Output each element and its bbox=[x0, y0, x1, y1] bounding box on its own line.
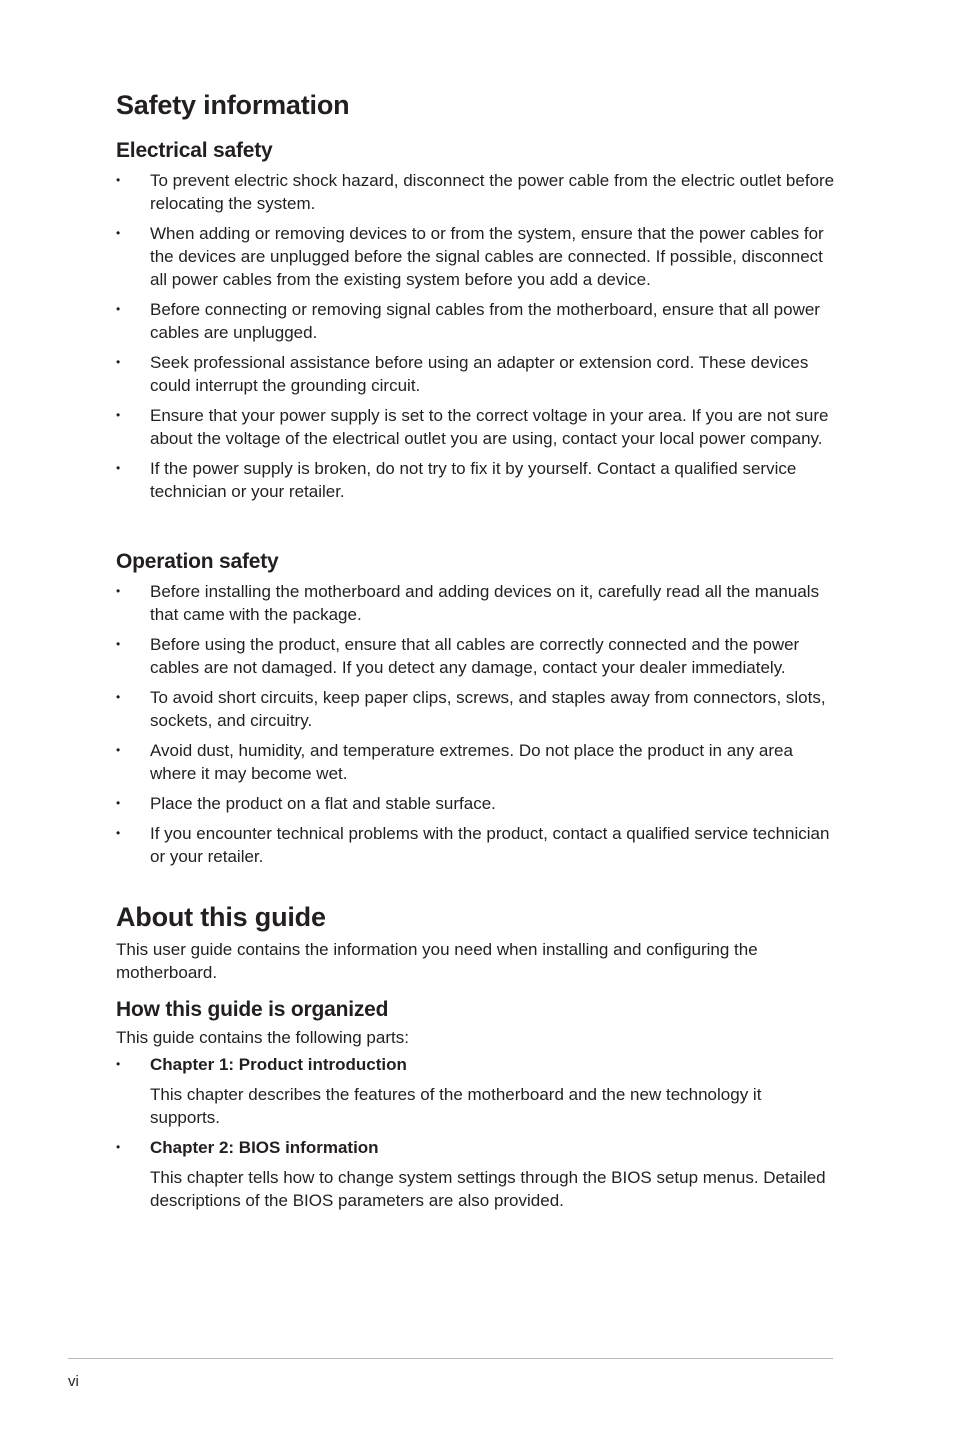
list-item-text: Before installing the motherboard and adding devices on it, carefully read all the manuals that came with the package. bbox=[150, 582, 820, 624]
chapter-description: This chapter describes the features of the motherboard and the new technology it supports. bbox=[150, 1085, 762, 1127]
chapter-item bbox=[116, 1136, 836, 1212]
list-item bbox=[116, 686, 836, 732]
safety-information-heading: Safety information bbox=[116, 90, 350, 120]
list-item-text: To avoid short circuits, keep paper clips, screws, and staples away from connectors, slots, sockets, and circuitry. bbox=[150, 688, 826, 730]
list-item-text: Avoid dust, humidity, and temperature extremes. Do not place the product in any area where it may become wet. bbox=[150, 741, 793, 783]
list-item bbox=[116, 298, 836, 344]
list-item bbox=[116, 739, 836, 785]
about-this-guide-heading: About this guide bbox=[116, 902, 326, 932]
parts-intro-paragraph: This guide contains the following parts: bbox=[116, 1028, 409, 1047]
bullet-glyph: • bbox=[116, 584, 121, 598]
list-item-text: To prevent electric shock hazard, disconnect the power cable from the electric outlet before relocating the system. bbox=[150, 171, 835, 213]
chapter-title: Chapter 1: Product introduction bbox=[150, 1055, 407, 1074]
bullet-glyph: • bbox=[116, 302, 121, 316]
bullet-glyph: • bbox=[116, 461, 121, 475]
bullet-glyph: • bbox=[116, 826, 121, 840]
about-intro-paragraph: This user guide contains the information you need when installing and configuring the motherboard. bbox=[116, 940, 758, 982]
list-item-text: When adding or removing devices to or from the system, ensure that the power cables for the devices are unplugged before the signal cables are connected. If possible, disconnect all power cables from the existing system before you add a device. bbox=[150, 224, 824, 289]
list-item bbox=[116, 633, 836, 679]
operation-safety-heading: Operation safety bbox=[116, 550, 279, 573]
list-item-text: Before using the product, ensure that all cables are correctly connected and the power cables are not damaged. If you detect any damage, contact your dealer immediately. bbox=[150, 635, 800, 677]
list-item bbox=[116, 404, 836, 450]
bullet-glyph: • bbox=[116, 173, 121, 187]
list-item-text: Place the product on a flat and stable surface. bbox=[150, 794, 496, 813]
list-item bbox=[116, 792, 836, 815]
how-organized-heading: How this guide is organized bbox=[116, 998, 389, 1021]
footer-divider bbox=[68, 1358, 833, 1359]
bullet-glyph: • bbox=[116, 796, 121, 810]
list-item-text: If the power supply is broken, do not try to fix it by yourself. Contact a qualified service technician or your retailer. bbox=[150, 459, 797, 501]
bullet-glyph: • bbox=[116, 355, 121, 369]
page-content bbox=[116, 86, 836, 1219]
operation-safety-list bbox=[116, 580, 836, 868]
list-item-text: Ensure that your power supply is set to the correct voltage in your area. If you are not sure about the voltage of the electrical outlet you are using, contact your local power company. bbox=[150, 406, 829, 448]
bullet-glyph: • bbox=[116, 226, 121, 240]
chapter-description: This chapter tells how to change system settings through the BIOS setup menus. Detailed descriptions of the BIOS parameters are also provided. bbox=[150, 1168, 826, 1210]
list-item bbox=[116, 222, 836, 291]
list-item-text: If you encounter technical problems with the product, contact a qualified service technician or your retailer. bbox=[150, 824, 830, 866]
electrical-safety-heading: Electrical safety bbox=[116, 139, 273, 162]
bullet-glyph: • bbox=[116, 637, 121, 651]
chapter-title: Chapter 2: BIOS information bbox=[150, 1138, 379, 1157]
list-item bbox=[116, 169, 836, 215]
bullet-glyph: • bbox=[116, 690, 121, 704]
chapter-list bbox=[116, 1053, 836, 1212]
bullet-glyph: • bbox=[116, 408, 121, 422]
chapter-item bbox=[116, 1053, 836, 1129]
bullet-glyph: • bbox=[116, 1057, 121, 1071]
list-item-text: Before connecting or removing signal cables from the motherboard, ensure that all power cables are unplugged. bbox=[150, 300, 820, 342]
electrical-safety-list bbox=[116, 169, 836, 503]
list-item bbox=[116, 580, 836, 626]
bullet-glyph: • bbox=[116, 1140, 121, 1154]
list-item-text: Seek professional assistance before using an adapter or extension cord. These devices could interrupt the grounding circuit. bbox=[150, 353, 809, 395]
page-number: vi bbox=[68, 1373, 79, 1390]
list-item bbox=[116, 822, 836, 868]
bullet-glyph: • bbox=[116, 743, 121, 757]
list-item bbox=[116, 351, 836, 397]
list-item bbox=[116, 457, 836, 503]
